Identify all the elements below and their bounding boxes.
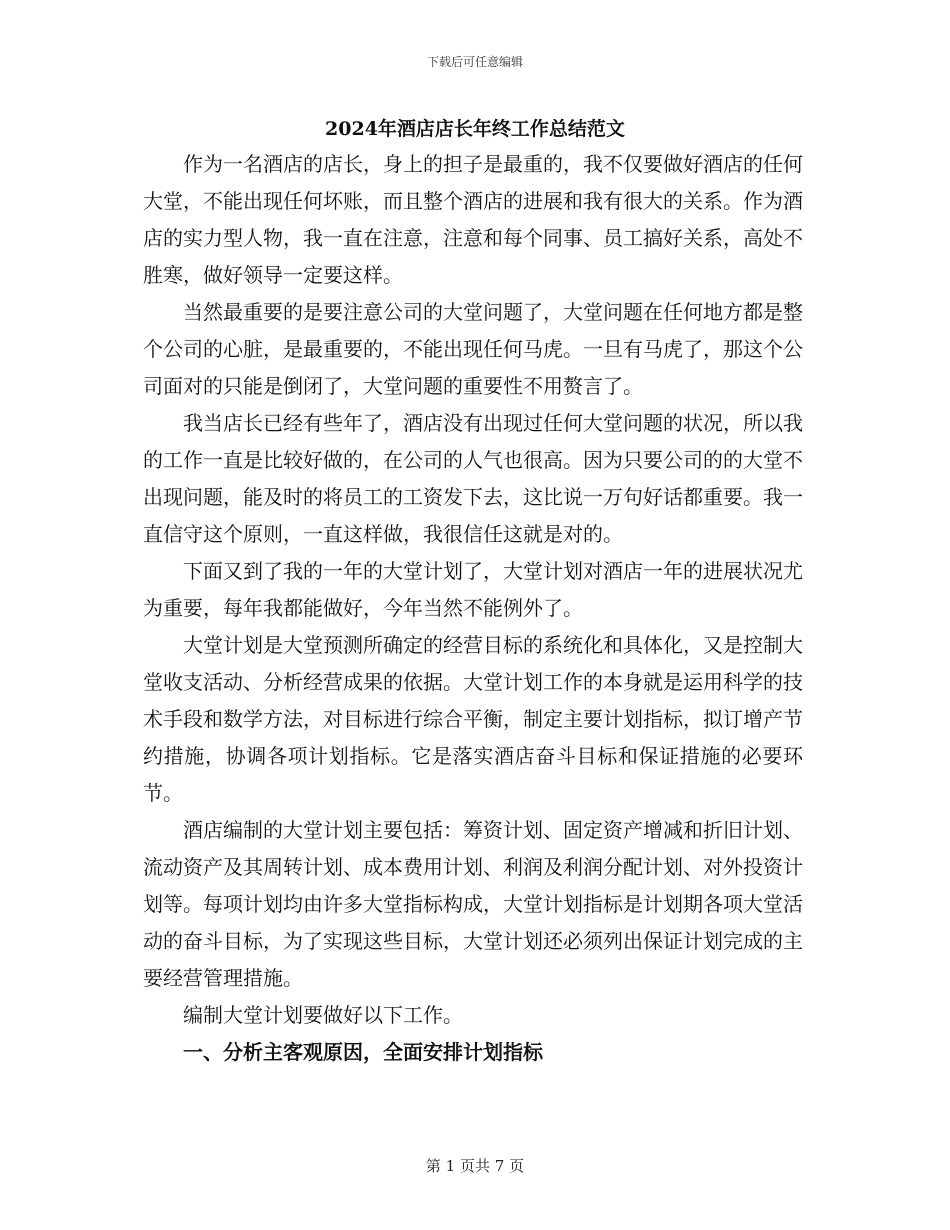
paragraph-3: 我当店长已经有些年了，酒店没有出现过任何大堂问题的状况，所以我的工作一直是比较好做的，在公司的人气也很高。因为只要公司的的大堂不出现问题，能及时的将员工的工资发下去，这比说一万句好话都重要。我一直信守这个原则，一直这样做，我很信任这就是对的。 (143, 411, 803, 546)
paragraph-4: 下面又到了我的一年的大堂计划了，大堂计划对酒店一年的进展状况尤为重要，每年我都能做好，今年当然不能例外了。 (143, 559, 803, 620)
header-note: 下载后可任意编辑 (426, 55, 523, 69)
section-heading: 一、分析主客观原因，全面安排计划指标 (183, 1040, 543, 1064)
page-number: 第 1 页共 7 页 (425, 1157, 525, 1175)
document-body (143, 146, 803, 1071)
paragraph-6: 酒店编制的大堂计划主要包括：筹资计划、固定资产增减和折旧计划、流动资产及其周转计划、成本费用计划、利润及利润分配计划、对外投资计划等。每项计划均由许多大堂指标构成，大堂计划指标是计划期各项大堂活动的奋斗目标，为了实现这些目标，大堂计划还必须列出保证计划完成的主要经营管理措施。 (143, 818, 803, 990)
document-title: 2024年酒店店长年终工作总结范文 (325, 118, 625, 140)
paragraph-2: 当然最重要的是要注意公司的大堂问题了，大堂问题在任何地方都是整个公司的心脏，是最重要的，不能出现任何马虎。一旦有马虎了，那这个公司面对的只能是倒闭了，大堂问题的重要性不用赘言了。 (143, 300, 803, 398)
paragraph-7: 编制大堂计划要做好以下工作。 (183, 1003, 463, 1027)
paragraph-5: 大堂计划是大堂预测所确定的经营目标的系统化和具体化，又是控制大堂收支活动、分析经营成果的依据。大堂计划工作的本身就是运用科学的技术手段和数学方法，对目标进行综合平衡，制定主要计划指标，拟订增产节约措施，协调各项计划指标。它是落实酒店奋斗目标和保证措施的必要环节。 (143, 633, 803, 805)
paragraph-1: 作为一名酒店的店长，身上的担子是最重的，我不仅要做好酒店的任何大堂，不能出现任何坏账，而且整个酒店的进展和我有很大的关系。作为酒店的实力型人物，我一直在注意，注意和每个同事、员工搞好关系，高处不胜寒，做好领导一定要这样。 (143, 152, 803, 287)
